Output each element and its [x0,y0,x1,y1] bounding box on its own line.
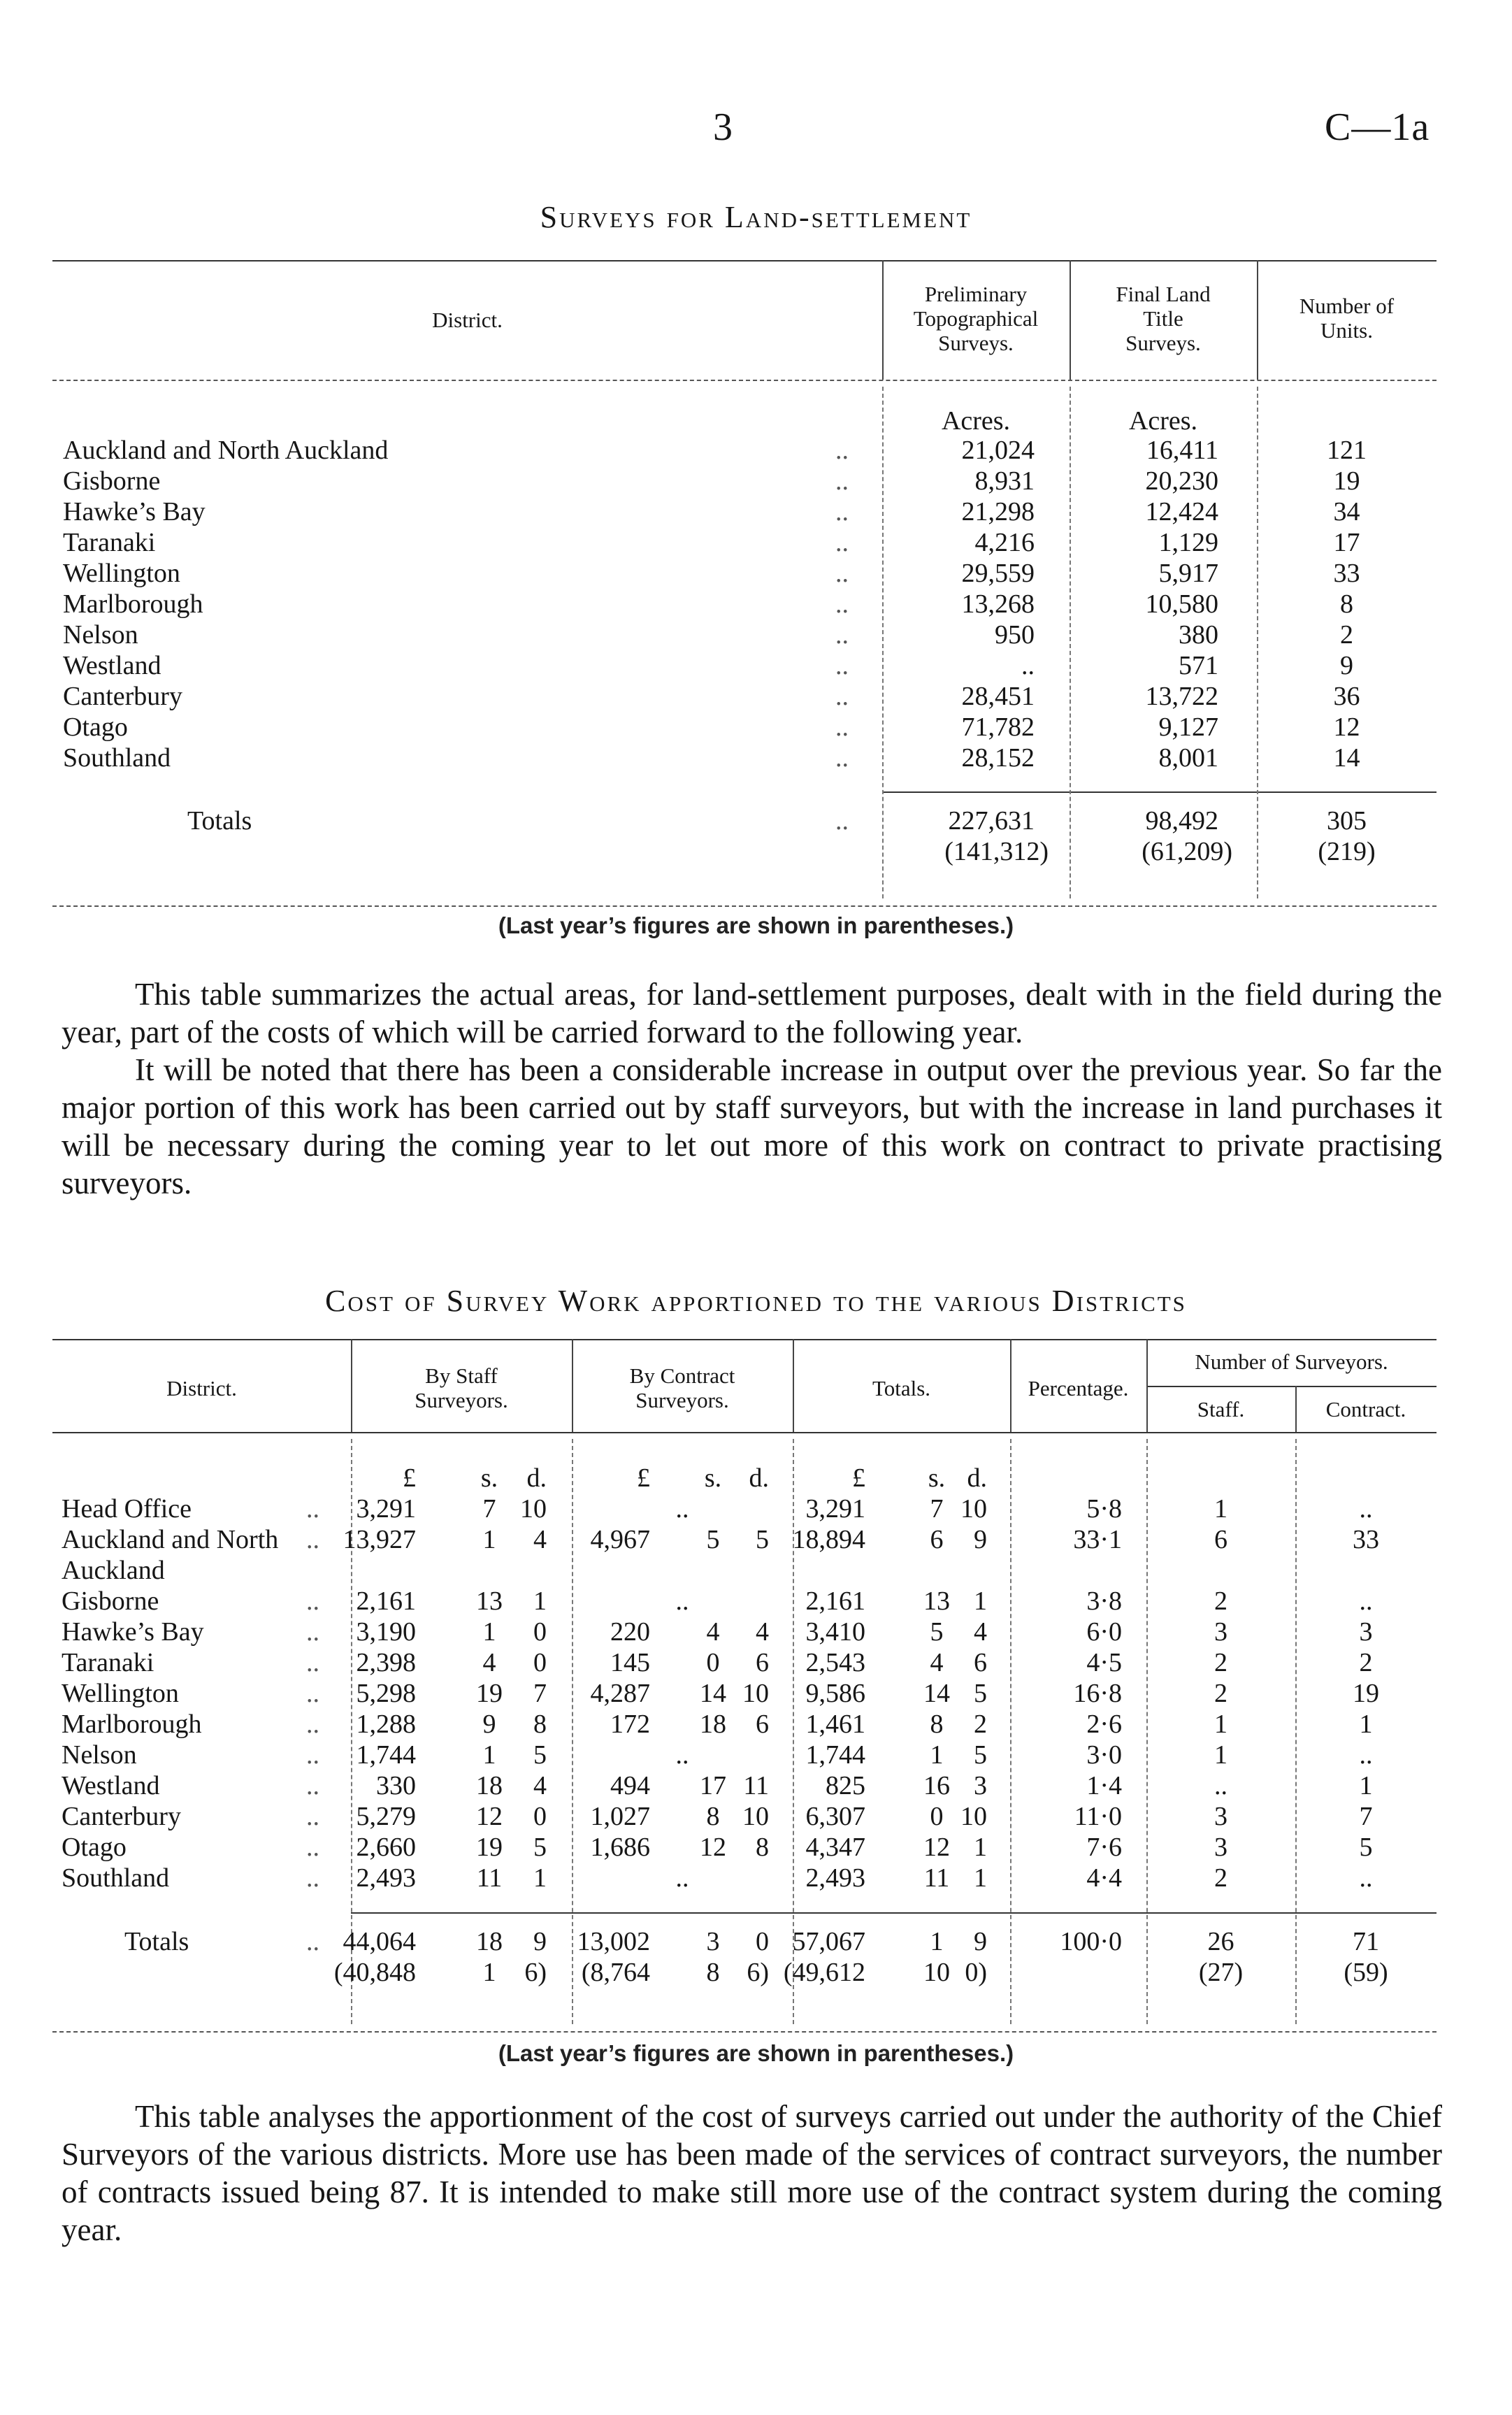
table2-header-rule [52,1432,1437,1433]
table2-row-total-pence: 6 [974,1648,987,1677]
table2-row-staff-shillings: 13 [476,1586,503,1616]
table2-prev-contract-pence: 6) [747,1958,769,1987]
table2-row-total-pence: 2 [974,1710,987,1739]
table2-row-staff-pounds: 3,190 [356,1617,416,1647]
table2-row-total-pounds: 2,543 [805,1648,865,1677]
table2-prev-total-shillings: 10 [923,1958,950,1987]
table1-row-preliminary: 21,298 [961,497,1035,526]
table2-row-staff-pounds: 1,744 [356,1740,416,1770]
table2-unit-pounds: £ [403,1463,416,1493]
table1-row-preliminary: 29,559 [961,559,1035,588]
table2-row-leader: .. [306,1710,319,1739]
table2-row-contract-pounds: 145 [610,1648,650,1677]
table2-row-contract-pounds: 4,967 [590,1525,650,1554]
table2-header-staff: By Staff [425,1363,498,1388]
table2-row-number-staff: 1 [1214,1494,1227,1524]
table2-row-contract-pence: 5 [756,1525,769,1554]
table2-row-contract-pounds: 172 [610,1710,650,1739]
table2-row-contract-pounds: 494 [610,1771,650,1800]
table2-row-number-contract: 2 [1359,1648,1373,1677]
table2-row-contract-empty: .. [675,1863,689,1893]
table1-row-units: 19 [1333,466,1360,496]
table1-row-final: 12,424 [1145,497,1218,526]
table1-row-leader: .. [835,806,849,836]
table2-totals-contract-pounds: 13,002 [577,1927,650,1956]
table1-row-district: Gisborne [63,466,161,496]
table1-units-acres: Acres. [1128,406,1198,436]
table2-row-contract-shillings: 5 [706,1525,720,1554]
table2-row-staff-pence: 1 [533,1863,547,1893]
table1-row-leader: .. [835,712,849,742]
table1-row-final: 9,127 [1158,712,1218,742]
table1-row-units: 12 [1333,712,1360,742]
table2-unit-shillings: s. [928,1463,946,1493]
table2-header-number-contract: Contract. [1325,1397,1406,1421]
table2-unit-pence: d. [526,1463,547,1493]
table2-row-percentage: 4·5 [1086,1648,1122,1677]
table2-row-total-shillings: 5 [930,1617,944,1647]
table2-prev-staff-pounds: (40,848 [333,1958,416,1987]
table1-row-final: 380 [1179,620,1218,650]
table2-row-number-contract: .. [1359,1586,1373,1616]
table2-row-staff-shillings: 11 [476,1863,503,1893]
table2-row-contract-pence: 11 [743,1771,769,1800]
table2-row-percentage: 2·6 [1086,1710,1122,1739]
table1-header-district: District. [432,308,503,332]
table1-row-final: 20,230 [1145,466,1218,496]
table2-row-percentage: 7·6 [1086,1833,1122,1862]
table2-prev-staff-pence: 6) [524,1958,547,1987]
table2-row-staff-shillings: 19 [476,1679,503,1708]
table2-row-staff-pence: 0 [533,1617,547,1647]
table2-totals-total-shillings: 1 [930,1927,944,1956]
table2-row-number-contract: .. [1359,1740,1373,1770]
table1-row-units: 2 [1340,620,1353,650]
table2-header-number-of-surveyors: Number of Surveyors. [1195,1349,1388,1374]
table2-row-number-contract: 1 [1359,1710,1373,1739]
table2-row-contract-pence: 10 [742,1679,769,1708]
table2-row-total-pounds: 18,894 [792,1525,865,1554]
table2-unit-shillings: s. [704,1463,722,1493]
table2-row-number-staff: 2 [1214,1586,1227,1616]
table2-row-staff-shillings: 1 [482,1617,496,1647]
table2-row-contract-pence: 6 [756,1648,769,1677]
table2-totals-staff-shillings: 18 [476,1927,503,1956]
table2-row-total-pence: 1 [974,1863,987,1893]
table1-row-preliminary: 28,451 [961,682,1035,711]
table2-row-total-pounds: 3,410 [805,1617,865,1647]
table1-row-units: 121 [1327,436,1367,465]
table1-row-preliminary: 28,152 [961,743,1035,773]
table2-row-district: Canterbury [62,1802,181,1831]
table2-row-total-pounds: 4,347 [805,1833,865,1862]
table2-row-contract-shillings: 17 [700,1771,726,1800]
table2-header-number-staff: Staff. [1197,1397,1245,1421]
table2-row-staff-pounds: 13,927 [343,1525,416,1554]
table2-header-contract: Surveyors. [635,1388,729,1412]
table1-row-leader: .. [835,682,849,711]
table1-prev-units: (219) [1318,837,1376,866]
table1-totals-final: 98,492 [1145,806,1218,836]
table2-prev-staff-shillings: 1 [482,1958,496,1987]
table2-totals-contract-pence: 0 [756,1927,769,1956]
table2-row-number-contract: 7 [1359,1802,1373,1831]
table2-row-total-pence: 10 [960,1802,987,1831]
table1-row-final: 5,917 [1158,559,1218,588]
table2-row-district: Hawke’s Bay [62,1617,204,1647]
table1-row-leader: .. [835,559,849,588]
table2-row-number-contract: .. [1359,1863,1373,1893]
table2-row-district: Otago [62,1833,127,1862]
table1-header-preliminary: Preliminary [924,282,1028,306]
table2-row-number-staff: 3 [1214,1802,1227,1831]
table2-row-district: Westland [62,1771,160,1800]
table2-header-district: District. [166,1376,237,1400]
table1-row-leader: .. [835,620,849,650]
table1-row-final: 1,129 [1158,528,1218,557]
table1-header-final-land: Title [1143,306,1183,331]
table2-row-staff-pounds: 5,279 [356,1802,416,1831]
table1-row-district: Auckland and North Auckland [63,436,389,465]
table1-units-acres: Acres. [941,406,1011,436]
table2-row-district: Southland [62,1863,170,1893]
table2-row-staff-shillings: 1 [482,1740,496,1770]
table2-row-staff-pence: 10 [520,1494,547,1524]
table1-header-final-land: Surveys. [1125,331,1201,355]
table1-row-leader: .. [835,589,849,619]
table2-row-percentage: 3·0 [1086,1740,1122,1770]
table2-row-number-contract: 5 [1359,1833,1373,1862]
table2-row-contract-empty: .. [675,1494,689,1524]
table2-row-staff-shillings: 19 [476,1833,503,1862]
table2-row-contract-shillings: 0 [706,1648,720,1677]
table1-row-preliminary: 4,216 [974,528,1035,557]
table2-row-staff-pounds: 330 [376,1771,416,1800]
table2-row-staff-pounds: 5,298 [356,1679,416,1708]
table2-row-leader: .. [306,1771,319,1800]
table2-row-staff-pounds: 3,291 [356,1494,416,1524]
table2-row-staff-pence: 4 [533,1525,547,1554]
table2-row-district: Taranaki [62,1648,154,1677]
table1-row-district: Wellington [63,559,180,588]
table2-row-total-pence: 4 [974,1617,987,1647]
table1-row-district: Otago [63,712,128,742]
table1-row-preliminary: 13,268 [961,589,1035,619]
table1-row-district: Marlborough [63,589,203,619]
table1-totals-units: 305 [1327,806,1367,836]
table2-row-district: Gisborne [62,1586,159,1616]
table2-unit-pence: d. [749,1463,769,1493]
table2-row-staff-pence: 1 [533,1586,547,1616]
table2-totals-percentage: 100·0 [1060,1927,1122,1956]
table1-row-district: Taranaki [63,528,156,557]
table2-row-total-shillings: 6 [930,1525,944,1554]
table2-header-percentage: Percentage. [1028,1376,1129,1400]
table2-row-district-continued: Auckland [62,1556,165,1585]
table1-prev-final: (61,209) [1142,837,1232,866]
table2-row-leader: .. [306,1525,319,1554]
table2-row-total-pence: 1 [974,1833,987,1862]
table2-row-staff-pence: 0 [533,1802,547,1831]
table2-row-contract-shillings: 18 [700,1710,726,1739]
table2-row-contract-pence: 8 [756,1833,769,1862]
table1-row-district: Southland [63,743,171,773]
table2-row-number-contract: 33 [1353,1525,1379,1554]
table2-unit-pence: d. [967,1463,987,1493]
table2-prev-total-pounds: (49,612 [783,1958,865,1987]
table1-row-preliminary: 71,782 [961,712,1035,742]
table2-row-staff-pence: 7 [533,1679,547,1708]
table2-row-leader: .. [306,1927,319,1956]
table1-top-rule [52,260,1437,261]
table2-totals-staff-pounds: 44,064 [343,1927,416,1956]
table2-row-staff-pounds: 2,660 [356,1833,416,1862]
table2-row-staff-shillings: 1 [482,1525,496,1554]
table2-row-total-pence: 10 [960,1494,987,1524]
table1-header-preliminary: Topographical [913,306,1039,331]
table1-row-units: 33 [1333,559,1360,588]
table1-header-rule [52,380,1437,381]
table2-row-staff-shillings: 9 [482,1710,496,1739]
table1-row-preliminary: 21,024 [961,436,1035,465]
table1-row-district: Westland [63,651,161,680]
table2-row-staff-pence: 8 [533,1710,547,1739]
table2-row-leader: .. [306,1740,319,1770]
table2-row-total-pence: 5 [974,1740,987,1770]
table1-row-units: 36 [1333,682,1360,711]
table1-header-units: Units. [1320,318,1373,343]
paragraph-2-text: This table analyses the apportionment of the cost of surveys carried out under the authority of the Chief Surveyors of the various districts. More use has been made of the services of contract surveyors, the number of contracts issued being 87. It is intended to make still more use of the contract system during the coming year. [62,2099,1442,2247]
table1-totals-rule [882,791,1437,793]
table2-row-number-staff: 3 [1214,1833,1227,1862]
table2-row-contract-pence: 4 [756,1617,769,1647]
table2-row-staff-pence: 5 [533,1740,547,1770]
table2-row-contract-shillings: 14 [700,1679,726,1708]
table1-row-units: 17 [1333,528,1360,557]
table2-totals-total-pence: 9 [974,1927,987,1956]
table2-prev-number-contract: (59) [1344,1958,1388,1987]
table2-row-leader: .. [306,1494,319,1524]
table2-row-contract-pounds: 4,287 [590,1679,650,1708]
table2-row-staff-shillings: 7 [482,1494,496,1524]
table2-row-number-staff: 2 [1214,1679,1227,1708]
table2-row-percentage: 33·1 [1073,1525,1122,1554]
table1-row-leader: .. [835,743,849,773]
table1-bottom-rule [52,905,1437,907]
table2-totals-contract-shillings: 3 [706,1927,720,1956]
table2-prev-contract-pounds: (8,764 [581,1958,650,1987]
table2-totals-number-staff: 26 [1207,1927,1234,1956]
table2-row-staff-pounds: 1,288 [356,1710,416,1739]
table2-row-staff-pence: 4 [533,1771,547,1800]
table1-row-leader: .. [835,651,849,680]
table2-row-percentage: 6·0 [1086,1617,1122,1647]
paragraph-1-text-a: This table summarizes the actual areas, for land-settlement purposes, dealt with in the field during the year, part of the costs of which will be carried forward to the following year. [62,977,1442,1049]
table1-row-district: Hawke’s Bay [63,497,206,526]
table1-row-leader: .. [835,497,849,526]
table2-row-staff-shillings: 18 [476,1771,503,1800]
table2-row-contract-pounds: 220 [610,1617,650,1647]
table2-row-total-shillings: 11 [923,1863,950,1893]
table2-row-total-shillings: 14 [923,1679,950,1708]
table2-row-staff-pounds: 2,493 [356,1863,416,1893]
table2-row-district: Wellington [62,1679,179,1708]
table1-prev-preliminary: (141,312) [944,837,1049,866]
document-reference: C—1a [1325,106,1430,149]
table1-title: Surveys for Land-settlement [540,200,972,234]
table2-row-number-staff: 3 [1214,1617,1227,1647]
table2-row-contract-shillings: 4 [706,1617,720,1647]
table2-row-total-shillings: 16 [923,1771,950,1800]
table2-row-percentage: 1·4 [1086,1771,1122,1800]
table2-prev-contract-shillings: 8 [706,1958,720,1987]
table2-row-leader: .. [306,1617,319,1647]
table2-row-contract-empty: .. [675,1586,689,1616]
table2-row-contract-pounds: 1,686 [590,1833,650,1862]
table2-row-contract-pence: 6 [756,1710,769,1739]
table2-row-number-contract: 19 [1353,1679,1379,1708]
table1-row-final: 571 [1179,651,1218,680]
table2-row-total-pounds: 1,461 [805,1710,865,1739]
table1-totals-preliminary: 227,631 [948,806,1035,836]
table2-unit-pounds: £ [637,1463,650,1493]
table2-prev-number-staff: (27) [1198,1958,1244,1987]
table2-row-district: Auckland and North [62,1525,279,1554]
table2-row-district: Marlborough [62,1710,202,1739]
table2-row-leader: .. [306,1586,319,1616]
table2-row-staff-pounds: 2,398 [356,1648,416,1677]
table2-row-contract-pence: 10 [742,1802,769,1831]
table2-unit-shillings: s. [480,1463,498,1493]
table2-header-contract: By Contract [629,1363,735,1388]
table2-row-staff-shillings: 4 [482,1648,496,1677]
table2-row-number-contract: .. [1359,1494,1373,1524]
table2-totals-number-contract: 71 [1353,1927,1379,1956]
paragraph-1-text-b: It will be noted that there has been a considerable increase in output over the previous year. So far the major portion of this work has been carried out by staff surveyors, but with the increase in land purchases it will be necessary during the coming year to let out more of this work on contract to private practising surveyors. [62,1052,1442,1201]
table2-row-number-staff: .. [1214,1771,1227,1800]
table2-unit-pounds: £ [852,1463,865,1493]
table1-row-final: 8,001 [1158,743,1218,773]
table2-row-staff-pounds: 2,161 [356,1586,416,1616]
table1-row-units: 8 [1340,589,1353,619]
table2-row-percentage: 16·8 [1073,1679,1122,1708]
table2-row-total-pounds: 1,744 [805,1740,865,1770]
table2-row-total-pence: 9 [974,1525,987,1554]
table2-row-contract-shillings: 8 [706,1802,720,1831]
table2-row-percentage: 3·8 [1086,1586,1122,1616]
table1-row-leader: .. [835,528,849,557]
table2-row-contract-shillings: 12 [700,1833,726,1862]
table2-row-number-staff: 1 [1214,1740,1227,1770]
table1-header-preliminary: Surveys. [938,331,1014,355]
table2-row-staff-pence: 5 [533,1833,547,1862]
table2-row-number-staff: 2 [1214,1648,1227,1677]
table1-header-units: Number of [1299,294,1395,318]
paragraph-1 [62,975,1442,1202]
table1-header-final-land: Final Land [1116,282,1211,306]
table2-totals-total-pounds: 57,067 [792,1927,865,1956]
paragraph-2 [62,2098,1442,2249]
table1-row-preliminary: 950 [995,620,1035,650]
table2-note: (Last year’s figures are shown in parentheses.) [498,2040,1014,2066]
table1-totals-label: Totals [187,806,252,836]
table2-row-contract-pounds: 1,027 [590,1802,650,1831]
table2-row-total-pounds: 6,307 [805,1802,865,1831]
table2-row-total-shillings: 0 [930,1802,944,1831]
table2-row-total-pence: 1 [974,1586,987,1616]
table2-row-total-shillings: 8 [930,1710,944,1739]
table2-row-leader: .. [306,1863,319,1893]
table1-row-district: Canterbury [63,682,182,711]
table2-totals-rule [351,1912,1437,1914]
table1-row-units: 34 [1333,497,1360,526]
table2-row-total-shillings: 13 [923,1586,950,1616]
table2-row-district: Head Office [62,1494,192,1524]
table1-row-final: 16,411 [1146,436,1218,465]
table2-row-contract-empty: .. [675,1740,689,1770]
table1-row-units: 9 [1340,651,1353,680]
table2-row-number-contract: 1 [1359,1771,1373,1800]
table2-prev-total-pence: 0) [965,1958,987,1987]
table2-row-percentage: 5·8 [1086,1494,1122,1524]
table2-row-staff-pence: 0 [533,1648,547,1677]
table2-row-number-staff: 6 [1214,1525,1227,1554]
table2-row-total-pence: 3 [974,1771,987,1800]
table2-top-rule [52,1339,1437,1340]
table1-note: (Last year’s figures are shown in parentheses.) [498,912,1014,938]
table2-row-percentage: 11·0 [1074,1802,1122,1831]
table2-row-leader: .. [306,1833,319,1862]
table2-row-number-contract: 3 [1359,1617,1373,1647]
table1-row-units: 14 [1333,743,1360,773]
table2-row-total-pence: 5 [974,1679,987,1708]
table1-row-final: 10,580 [1145,589,1218,619]
table1-row-preliminary: .. [1021,651,1035,680]
table2-bottom-rule [52,2031,1437,2033]
table2-totals-label: Totals [124,1927,189,1956]
table2-row-number-staff: 1 [1214,1710,1227,1739]
table2-row-total-pounds: 2,493 [805,1863,865,1893]
table2-row-total-pounds: 9,586 [805,1679,865,1708]
table1-row-leader: .. [835,436,849,465]
table2-row-percentage: 4·4 [1086,1863,1122,1893]
table1-row-final: 13,722 [1145,682,1218,711]
table1-row-district: Nelson [63,620,138,650]
table2-row-total-shillings: 7 [930,1494,944,1524]
table2-row-staff-shillings: 12 [476,1802,503,1831]
table2-row-leader: .. [306,1679,319,1708]
table2-row-total-shillings: 4 [930,1648,944,1677]
table2-row-leader: .. [306,1802,319,1831]
table2-header-totals: Totals. [872,1376,931,1400]
table1-row-preliminary: 8,931 [974,466,1035,496]
table2-row-total-shillings: 12 [923,1833,950,1862]
table2-row-number-staff: 2 [1214,1863,1227,1893]
table2-totals-staff-pence: 9 [533,1927,547,1956]
table2-row-district: Nelson [62,1740,137,1770]
table2-row-total-pounds: 3,291 [805,1494,865,1524]
table2-row-total-shillings: 1 [930,1740,944,1770]
table2-number-subheader-rule [1146,1386,1437,1387]
table2-title: Cost of Survey Work apportioned to the various Districts [325,1284,1187,1318]
table2-row-leader: .. [306,1648,319,1677]
page-number: 3 [713,106,733,149]
table2-row-total-pounds: 2,161 [805,1586,865,1616]
table1-row-leader: .. [835,466,849,496]
table2-row-total-pounds: 825 [826,1771,865,1800]
table2-header-staff: Surveyors. [415,1388,508,1412]
